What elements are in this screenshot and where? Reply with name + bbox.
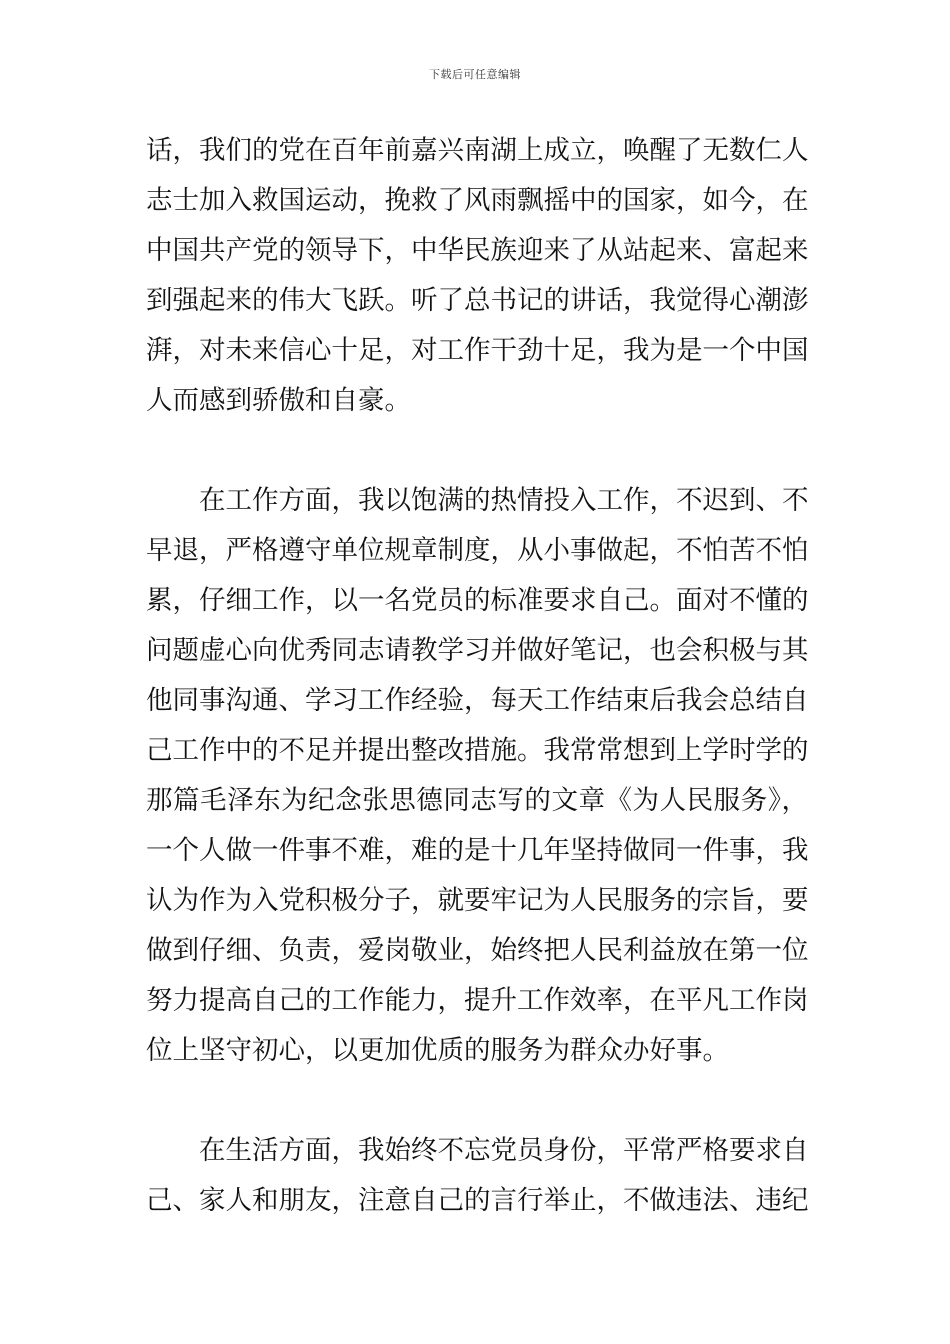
text-line: 累，仔细工作，以一名党员的标准要求自己。面对不懂的 xyxy=(146,585,809,616)
text-line: 做到仔细、负责，爱岗敬业，始终把人民利益放在第一位 xyxy=(146,935,809,966)
document-body xyxy=(146,126,808,1226)
text-line: 那篇毛泽东为纪念张思德同志写的文章《为人民服务》， xyxy=(146,785,808,816)
paragraph-gap xyxy=(146,426,808,476)
text-line: 湃，对未来信心十足，对工作干劲十足，我为是一个中国 xyxy=(146,335,809,366)
text-line: 他同事沟通、学习工作经验，每天工作结束后我会总结自 xyxy=(146,685,809,716)
paragraph-2 xyxy=(146,476,808,1076)
text-line: 人而感到骄傲和自豪。 xyxy=(146,385,411,416)
text-line: 话，我们的党在百年前嘉兴南湖上成立，唤醒了无数仁人 xyxy=(146,135,809,166)
text-line: 中国共产党的领导下，中华民族迎来了从站起来、富起来 xyxy=(146,235,809,266)
paragraph-gap xyxy=(146,1076,808,1126)
page-header: 下载后可任意编辑 xyxy=(429,68,521,81)
text-line: 到强起来的伟大飞跃。听了总书记的讲话，我觉得心潮澎 xyxy=(146,285,809,316)
text-line: 努力提高自己的工作能力，提升工作效率，在平凡工作岗 xyxy=(146,985,809,1016)
text-line: 己工作中的不足并提出整改措施。我常常想到上学时学的 xyxy=(146,735,809,766)
text-line: 在生活方面，我始终不忘党员身份，平常严格要求自 xyxy=(199,1135,809,1166)
text-line: 己、家人和朋友，注意自己的言行举止，不做违法、违纪 xyxy=(146,1185,809,1216)
text-line: 位上坚守初心，以更加优质的服务为群众办好事。 xyxy=(146,1035,729,1066)
text-line: 在工作方面，我以饱满的热情投入工作，不迟到、不 xyxy=(199,485,809,516)
text-line: 早退，严格遵守单位规章制度，从小事做起，不怕苦不怕 xyxy=(146,535,809,566)
text-line: 问题虚心向优秀同志请教学习并做好笔记，也会积极与其 xyxy=(146,635,809,666)
text-line: 认为作为入党积极分子，就要牢记为人民服务的宗旨，要 xyxy=(146,885,809,916)
paragraph-3 xyxy=(146,1126,808,1226)
text-line: 一个人做一件事不难，难的是十几年坚持做同一件事，我 xyxy=(146,835,809,866)
paragraph-1 xyxy=(146,126,808,426)
text-line: 志士加入救国运动，挽救了风雨飘摇中的国家，如今，在 xyxy=(146,185,809,216)
